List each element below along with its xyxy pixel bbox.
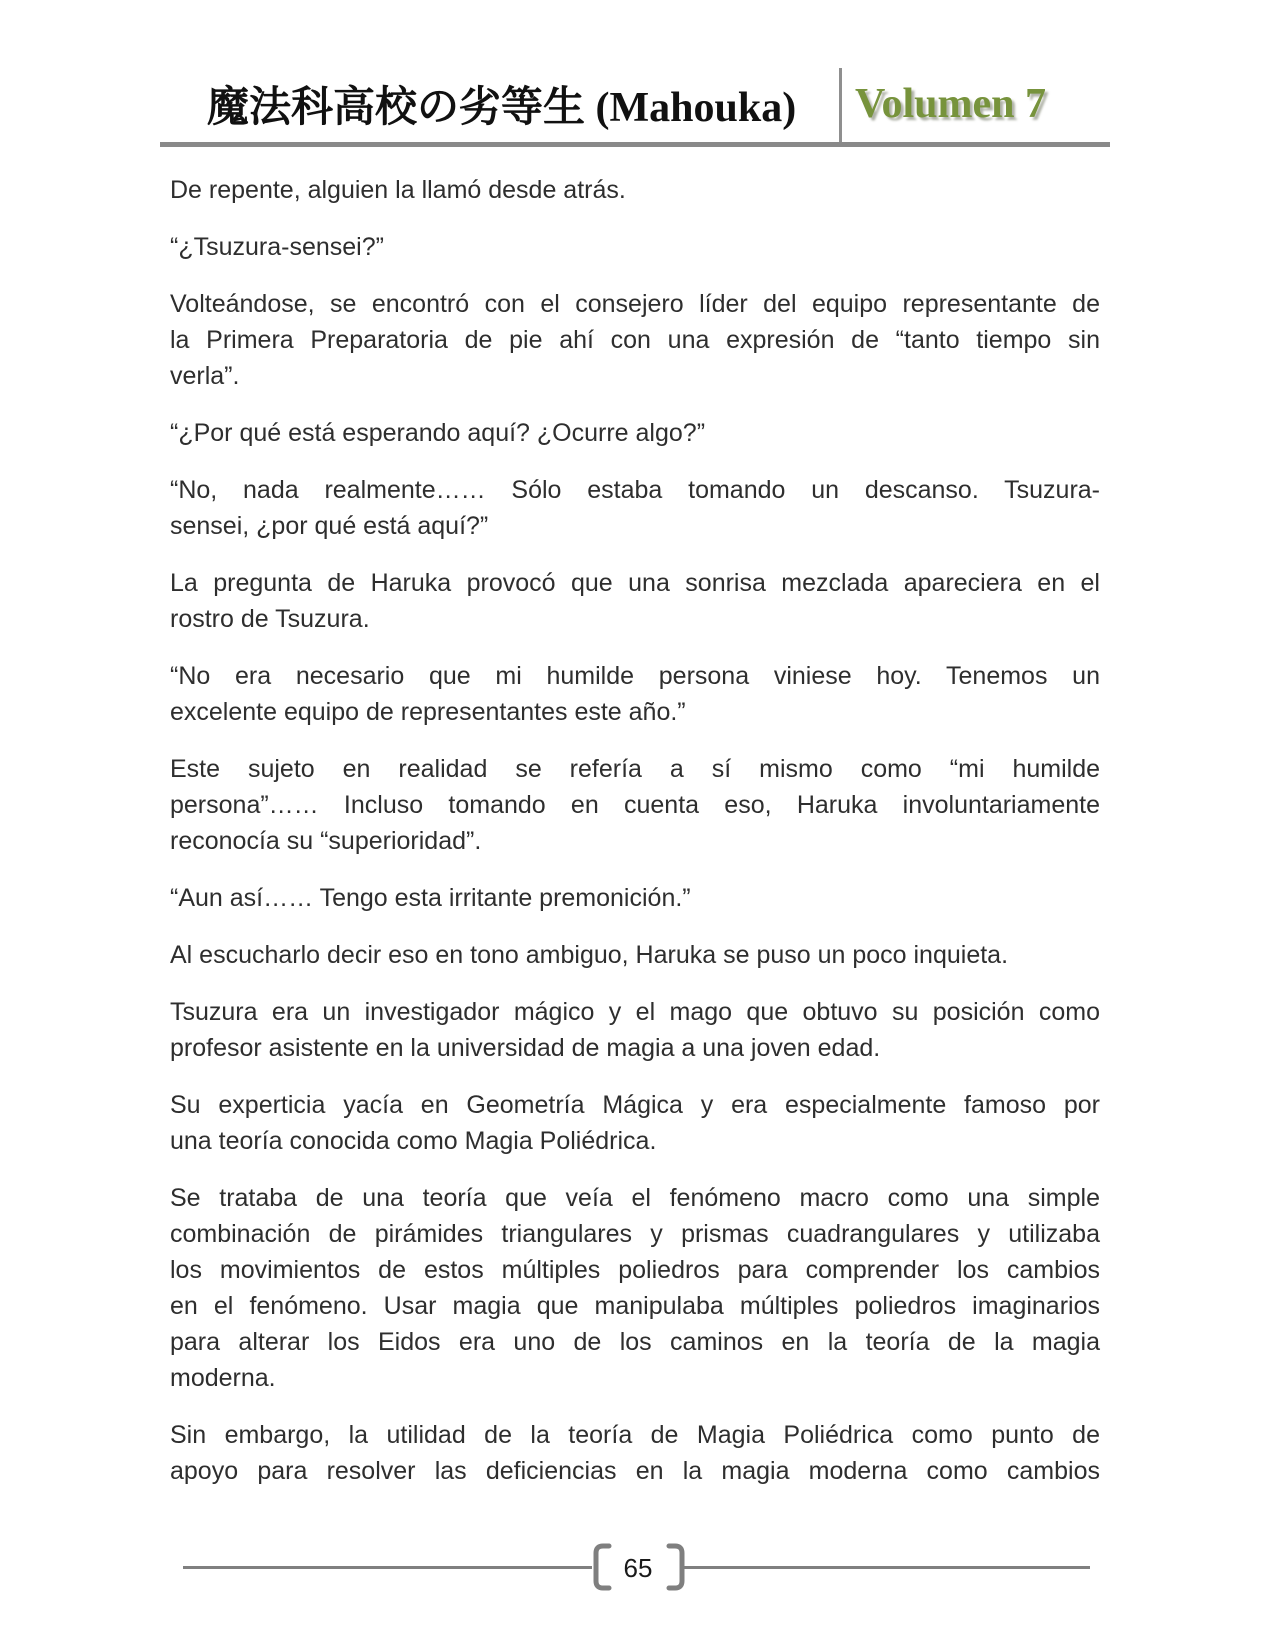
text-line: Su experticia yacía en Geometría Mágica y era especialmente famoso por [170, 1091, 1100, 1119]
text-line: reconocía su “superioridad”. [170, 827, 482, 855]
paragraph [170, 229, 1100, 265]
text-line: “¿Por qué está esperando aquí? ¿Ocurre algo?” [170, 419, 706, 447]
paragraph [170, 1087, 1100, 1159]
text-line: Al escucharlo decir eso en tono ambiguo, Haruka se puso un poco inquieta. [170, 941, 1009, 969]
text-line: Tsuzura era un investigador mágico y el mago que obtuvo su posición como [170, 998, 1100, 1026]
text-line: Este sujeto en realidad se refería a sí mismo como “mi humilde [170, 755, 1100, 783]
text-line: Volteándose, se encontró con el consejero líder del equipo representante de [170, 290, 1100, 318]
text-line: Se trataba de una teoría que veía el fenómeno macro como una simple [170, 1184, 1100, 1212]
paragraph [170, 565, 1100, 637]
paragraph [170, 172, 1100, 208]
footer-rule-right [684, 1566, 1090, 1569]
paragraph [170, 472, 1100, 544]
text-line: “Aun así…… Tengo esta irritante premonición.” [170, 884, 691, 912]
right-bracket-icon [666, 1542, 686, 1592]
paragraph [170, 994, 1100, 1066]
text-line: los movimientos de estos múltiples poliedros para comprender los cambios [170, 1256, 1100, 1284]
text-line: sensei, ¿por qué está aquí?” [170, 512, 489, 540]
text-line: la Primera Preparatoria de pie ahí con una expresión de “tanto tiempo sin [170, 326, 1100, 354]
text-line: profesor asistente en la universidad de magia a una joven edad. [170, 1034, 881, 1062]
paragraph [170, 880, 1100, 916]
paragraph [170, 1180, 1100, 1396]
paragraph [170, 286, 1100, 394]
paragraph [170, 751, 1100, 859]
text-line: “No, nada realmente…… Sólo estaba tomando un descanso. Tsuzura- [170, 476, 1100, 504]
paragraph [170, 658, 1100, 730]
text-line: combinación de pirámides triangulares y prismas cuadrangulares y utilizaba [170, 1220, 1100, 1248]
page-number: 65 [623, 1553, 653, 1583]
text-line: persona”…… Incluso tomando en cuenta eso, Haruka involuntariamente [170, 791, 1100, 819]
footer-rule-left [183, 1566, 592, 1569]
header-rule [160, 142, 1110, 147]
header-divider [839, 68, 842, 142]
text-line: verla”. [170, 362, 240, 390]
volume-label: Volumen 7 [855, 81, 1046, 127]
document-title: 魔法科高校の劣等生 (Mahouka) [207, 85, 797, 131]
body-text [170, 172, 1100, 1510]
text-line: rostro de Tsuzura. [170, 605, 370, 633]
text-line: en el fenómeno. Usar magia que manipulaba múltiples poliedros imaginarios [170, 1292, 1100, 1320]
paragraph [170, 415, 1100, 451]
text-line: “No era necesario que mi humilde persona viniese hoy. Tenemos un [170, 662, 1100, 690]
text-line: moderna. [170, 1364, 276, 1392]
text-line: apoyo para resolver las deficiencias en la magia moderna como cambios [170, 1457, 1100, 1485]
paragraph [170, 1417, 1100, 1489]
text-line: para alterar los Eidos era uno de los caminos en la teoría de la magia [170, 1328, 1100, 1356]
text-line: “¿Tsuzura-sensei?” [170, 233, 384, 261]
text-line: una teoría conocida como Magia Poliédrica. [170, 1127, 657, 1155]
text-line: La pregunta de Haruka provocó que una sonrisa mezclada apareciera en el [170, 569, 1100, 597]
paragraph [170, 937, 1100, 973]
text-line: Sin embargo, la utilidad de la teoría de Magia Poliédrica como punto de [170, 1421, 1100, 1449]
text-line: excelente equipo de representantes este año.” [170, 698, 686, 726]
text-line: De repente, alguien la llamó desde atrás. [170, 176, 626, 204]
